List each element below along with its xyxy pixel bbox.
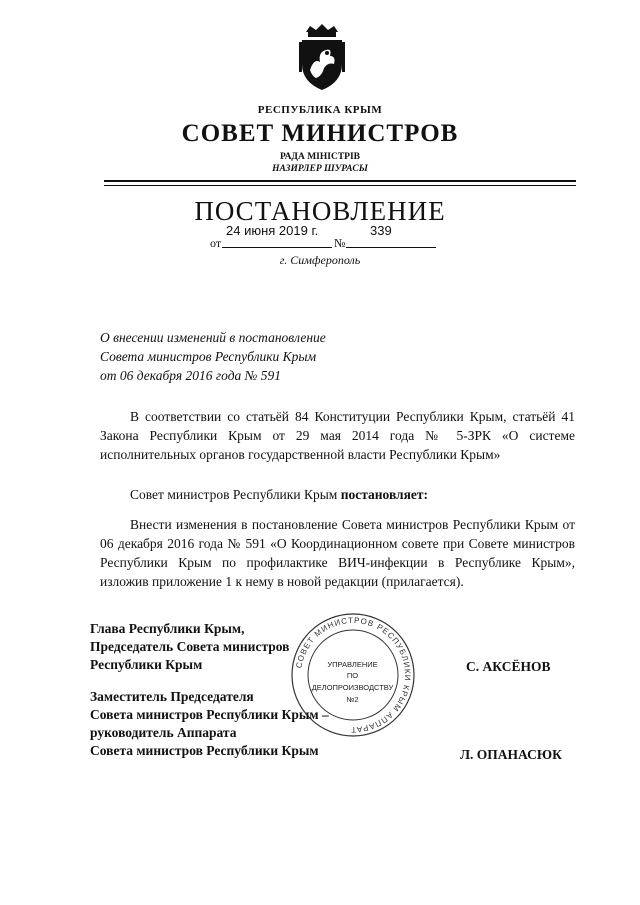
stamp-line: ПО <box>346 671 359 680</box>
subject-line: Совета министров Республики Крым <box>100 349 317 364</box>
crimea-coat-of-arms-icon <box>296 22 348 94</box>
signatory-title-line: Заместитель Председателя <box>90 689 254 704</box>
subject-line: О внесении изменений в постановление <box>100 330 326 345</box>
council-name: СОВЕТ МИНИСТРОВ <box>181 120 459 147</box>
number-underline <box>346 247 436 248</box>
stamp-line: УПРАВЛЕНИЕ <box>327 660 378 669</box>
document-number: 339 <box>370 223 392 238</box>
body-paragraph-basis: В соответствии со статьёй 84 Конституции Республики Крым, статьёй 41 Закона Республики Крым от 29 мая 2014 года № 5-ЗРК «О системе исполнительных органов государственной власти Республики Крым» <box>100 409 575 462</box>
resolves-text: Совет министров Республики Крым <box>130 487 341 502</box>
stamp-line: ДЕЛОПРОИЗВОДСТВУ <box>311 683 394 692</box>
stamp-line: №2 <box>346 695 359 704</box>
council-name-ct: НАЗИРЛЕР ШУРАСЫ <box>272 164 368 174</box>
header-rule-thick <box>104 180 576 182</box>
body-paragraph-resolves <box>100 485 575 504</box>
signatory-title-line: руководитель Аппарата <box>90 725 237 740</box>
document-subject <box>100 328 326 385</box>
document-date: 24 июня 2019 г. <box>226 223 319 238</box>
signatory-title-line: Глава Республики Крым, <box>90 621 245 636</box>
date-underline <box>222 247 332 248</box>
signatory-title-line: Совета министров Республики Крым – <box>90 707 329 722</box>
header-rule-thin <box>104 185 576 186</box>
signatory-title-line: Совета министров Республики Крым <box>90 743 319 758</box>
council-name-ua: РАДА МІНІСТРІВ <box>279 152 360 162</box>
signatory-name: С. АКСЁНОВ <box>466 659 551 674</box>
signatory-name: Л. ОПАНАСЮК <box>460 747 562 762</box>
body-paragraph-decision: Внести изменения в постановление Совета министров Республики Крым от 06 декабря 2016 года № 591 «О Координационном совете при Совете министров Республики Крым по профилактике ВИЧ-инфекции в Республике Крым», изложив приложение 1 к нему в новой редакции (прилагается). <box>100 517 575 589</box>
signatory-title <box>90 688 329 760</box>
stamp-ring-text: СОВЕТ МИНИСТРОВ РЕСПУБЛИКИ КРЫМ АППАРАТ <box>294 615 413 735</box>
signatory-title-line: Республики Крым <box>90 657 203 672</box>
document-city: г. Симферополь <box>279 253 361 267</box>
document-type: ПОСТАНОВЛЕНИЕ <box>194 196 446 226</box>
signatory-title-line: Председатель Совета министров <box>90 639 290 654</box>
number-label: № <box>334 236 346 250</box>
republic-name: РЕСПУБЛИКА КРЫМ <box>257 104 383 116</box>
signatory-title <box>90 620 289 674</box>
subject-line: от 06 декабря 2016 года № 591 <box>100 368 281 383</box>
resolves-keyword: постановляет: <box>340 487 429 502</box>
date-label: от <box>210 236 222 250</box>
